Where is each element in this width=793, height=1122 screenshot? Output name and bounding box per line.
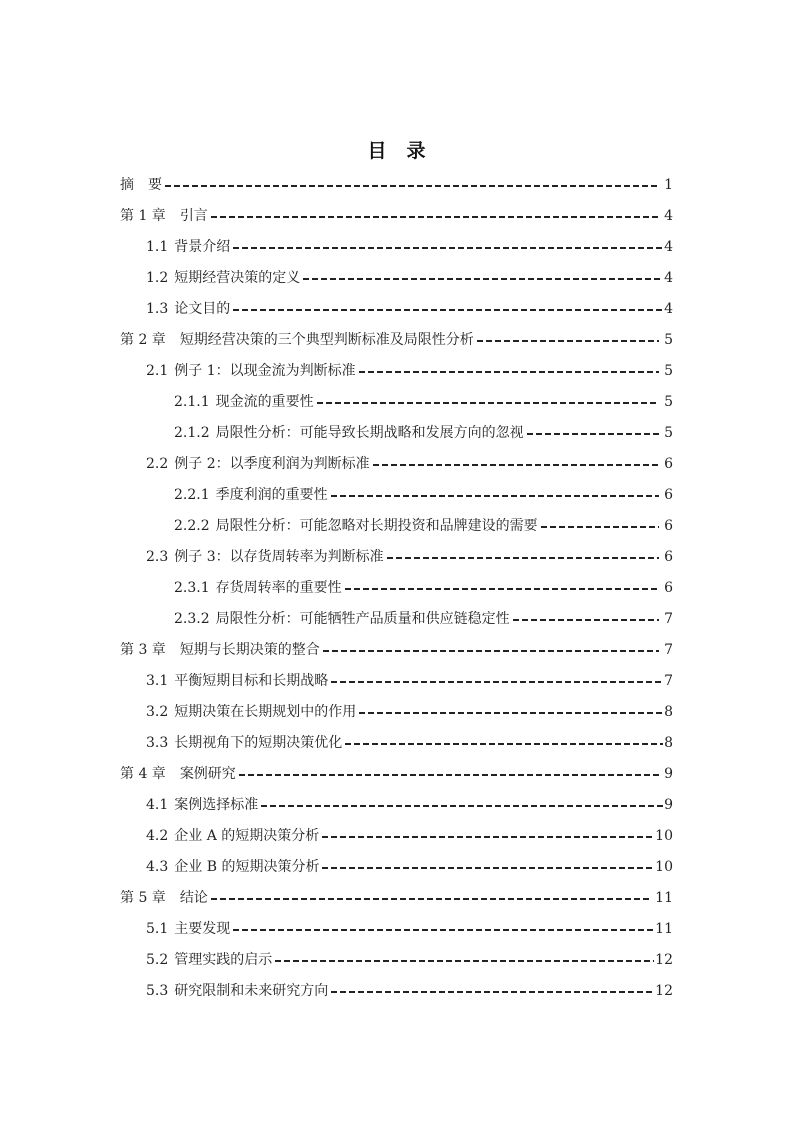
toc-entry-label: 2.1.2 局限性分析：可能导致长期战略和发展方向的忽视	[174, 425, 524, 441]
toc-entry-4-1[interactable]	[146, 790, 673, 821]
toc-page-number: 4	[664, 208, 673, 224]
toc-entry-abstract[interactable]	[120, 170, 673, 201]
toc-entry-label: 2.2 例子 2：以季度利润为判断标准	[146, 456, 370, 472]
toc-page-number: 1	[664, 177, 673, 193]
dot-leader	[345, 743, 663, 745]
toc-entry-label: 2.2.2 局限性分析：可能忽略对长期投资和品牌建设的需要	[174, 518, 538, 534]
toc-entry-chapter-2[interactable]	[120, 325, 673, 356]
toc-page-number: 7	[664, 642, 673, 658]
dot-leader	[323, 650, 659, 652]
toc-entry-chapter-1[interactable]	[120, 201, 673, 232]
toc-entry-label: 4.2 企业 A 的短期决策分析	[146, 828, 320, 844]
dot-leader	[331, 991, 654, 993]
dot-leader	[303, 278, 663, 280]
toc-entry-label: 摘 要	[120, 177, 162, 193]
toc-entry-2-1[interactable]	[146, 356, 673, 387]
dot-leader	[527, 433, 659, 435]
toc-entry-5-2[interactable]	[146, 945, 673, 976]
toc-page-number: 11	[655, 890, 673, 906]
toc-page-number: 5	[664, 332, 673, 348]
dot-leader	[359, 712, 663, 714]
toc-entry-label: 第 2 章 短期经营决策的三个典型判断标准及局限性分析	[120, 332, 474, 348]
toc-entry-label: 第 4 章 案例研究	[120, 766, 236, 782]
toc-page-number: 7	[664, 673, 673, 689]
toc-page-number: 8	[664, 735, 673, 751]
toc-page-number: 9	[664, 797, 673, 813]
toc-entry-label: 2.3.1 存货周转率的重要性	[174, 580, 342, 596]
toc-page-number: 5	[664, 363, 673, 379]
toc-entry-label: 4.1 案例选择标准	[146, 797, 259, 813]
toc-entry-2-3-1[interactable]	[174, 573, 673, 604]
toc-page-number: 12	[655, 952, 673, 968]
toc-entry-2-3[interactable]	[146, 542, 673, 573]
dot-leader	[477, 340, 659, 342]
toc-page-number: 5	[664, 425, 673, 441]
toc-entry-label: 2.2.1 季度利润的重要性	[174, 487, 328, 503]
dot-leader	[345, 588, 659, 590]
dot-leader	[359, 371, 659, 373]
dot-leader	[233, 309, 663, 311]
toc-page-number: 7	[664, 611, 673, 627]
toc-page-number: 6	[664, 518, 673, 534]
toc-entry-label: 2.1.1 现金流的重要性	[174, 394, 314, 410]
dot-leader	[233, 929, 654, 931]
toc-entry-label: 3.1 平衡短期目标和长期战略	[146, 673, 329, 689]
toc-entry-label: 5.3 研究限制和未来研究方向	[146, 983, 329, 999]
toc-entry-label: 第 3 章 短期与长期决策的整合	[120, 642, 320, 658]
toc-entry-label: 1.2 短期经营决策的定义	[146, 270, 301, 286]
toc-entry-label: 4.3 企业 B 的短期决策分析	[146, 859, 320, 875]
toc-page-number: 11	[655, 921, 673, 937]
toc-entry-2-2-2[interactable]	[174, 511, 673, 542]
toc-entry-4-3[interactable]	[146, 852, 673, 883]
dot-leader	[322, 867, 654, 869]
dot-leader	[541, 526, 659, 528]
toc-entry-1-2[interactable]	[146, 263, 673, 294]
toc-page-number: 6	[664, 487, 673, 503]
toc-entry-2-1-2[interactable]	[174, 418, 673, 449]
toc-entry-chapter-3[interactable]	[120, 635, 673, 666]
toc-entry-label: 第 1 章 引言	[120, 208, 208, 224]
toc-page-number: 5	[664, 394, 673, 410]
toc-entry-label: 1.3 论文目的	[146, 301, 231, 317]
dot-leader	[211, 898, 650, 900]
dot-leader	[373, 464, 659, 466]
toc-page-number: 4	[664, 239, 673, 255]
toc-entry-2-1-1[interactable]	[174, 387, 673, 418]
dot-leader	[239, 774, 659, 776]
toc-page-number: 4	[664, 301, 673, 317]
toc-entry-2-2[interactable]	[146, 449, 673, 480]
toc-entry-5-3[interactable]	[146, 976, 673, 1007]
dot-leader	[322, 836, 654, 838]
toc-entry-2-3-2[interactable]	[174, 604, 673, 635]
toc-entry-5-1[interactable]	[146, 914, 673, 945]
toc-page-number: 6	[664, 580, 673, 596]
toc-entry-1-1[interactable]	[146, 232, 673, 263]
toc-page-number: 8	[664, 704, 673, 720]
toc-entry-label: 2.3 例子 3：以存货周转率为判断标准	[146, 549, 384, 565]
toc-entry-label: 3.3 长期视角下的短期决策优化	[146, 735, 343, 751]
toc-page-number: 6	[664, 549, 673, 565]
dot-leader	[317, 402, 659, 404]
dot-leader	[261, 805, 663, 807]
toc-page-number: 9	[664, 766, 673, 782]
toc-entry-chapter-4[interactable]	[120, 759, 673, 790]
toc-entry-1-3[interactable]	[146, 294, 673, 325]
toc-entry-label: 5.2 管理实践的启示	[146, 952, 273, 968]
toc-entry-chapter-5[interactable]	[120, 883, 673, 914]
dot-leader	[331, 495, 659, 497]
toc-entry-label: 2.1 例子 1：以现金流为判断标准	[146, 363, 356, 379]
toc-page-number: 4	[664, 270, 673, 286]
toc-page-number: 10	[655, 859, 673, 875]
toc-entry-3-3[interactable]	[146, 728, 673, 759]
dot-leader	[233, 247, 663, 249]
dot-leader	[387, 557, 659, 559]
toc-entry-label: 1.1 背景介绍	[146, 239, 231, 255]
toc-entry-label: 5.1 主要发现	[146, 921, 231, 937]
dot-leader	[331, 681, 663, 683]
toc-entry-3-1[interactable]	[146, 666, 673, 697]
toc-entry-label: 3.2 短期决策在长期规划中的作用	[146, 704, 357, 720]
toc-entry-4-2[interactable]	[146, 821, 673, 852]
dot-leader	[165, 185, 659, 187]
dot-leader	[513, 619, 659, 621]
toc-entry-label: 2.3.2 局限性分析：可能牺牲产品质量和供应链稳定性	[174, 611, 510, 627]
toc-title: 目录	[367, 140, 446, 162]
toc-entry-3-2[interactable]	[146, 697, 673, 728]
toc-entry-label: 第 5 章 结论	[120, 890, 208, 906]
toc-page-number: 12	[655, 983, 673, 999]
dot-leader	[211, 216, 659, 218]
toc-entry-2-2-1[interactable]	[174, 480, 673, 511]
dot-leader	[275, 960, 654, 962]
toc-page-number: 10	[655, 828, 673, 844]
toc-page-number: 6	[664, 456, 673, 472]
